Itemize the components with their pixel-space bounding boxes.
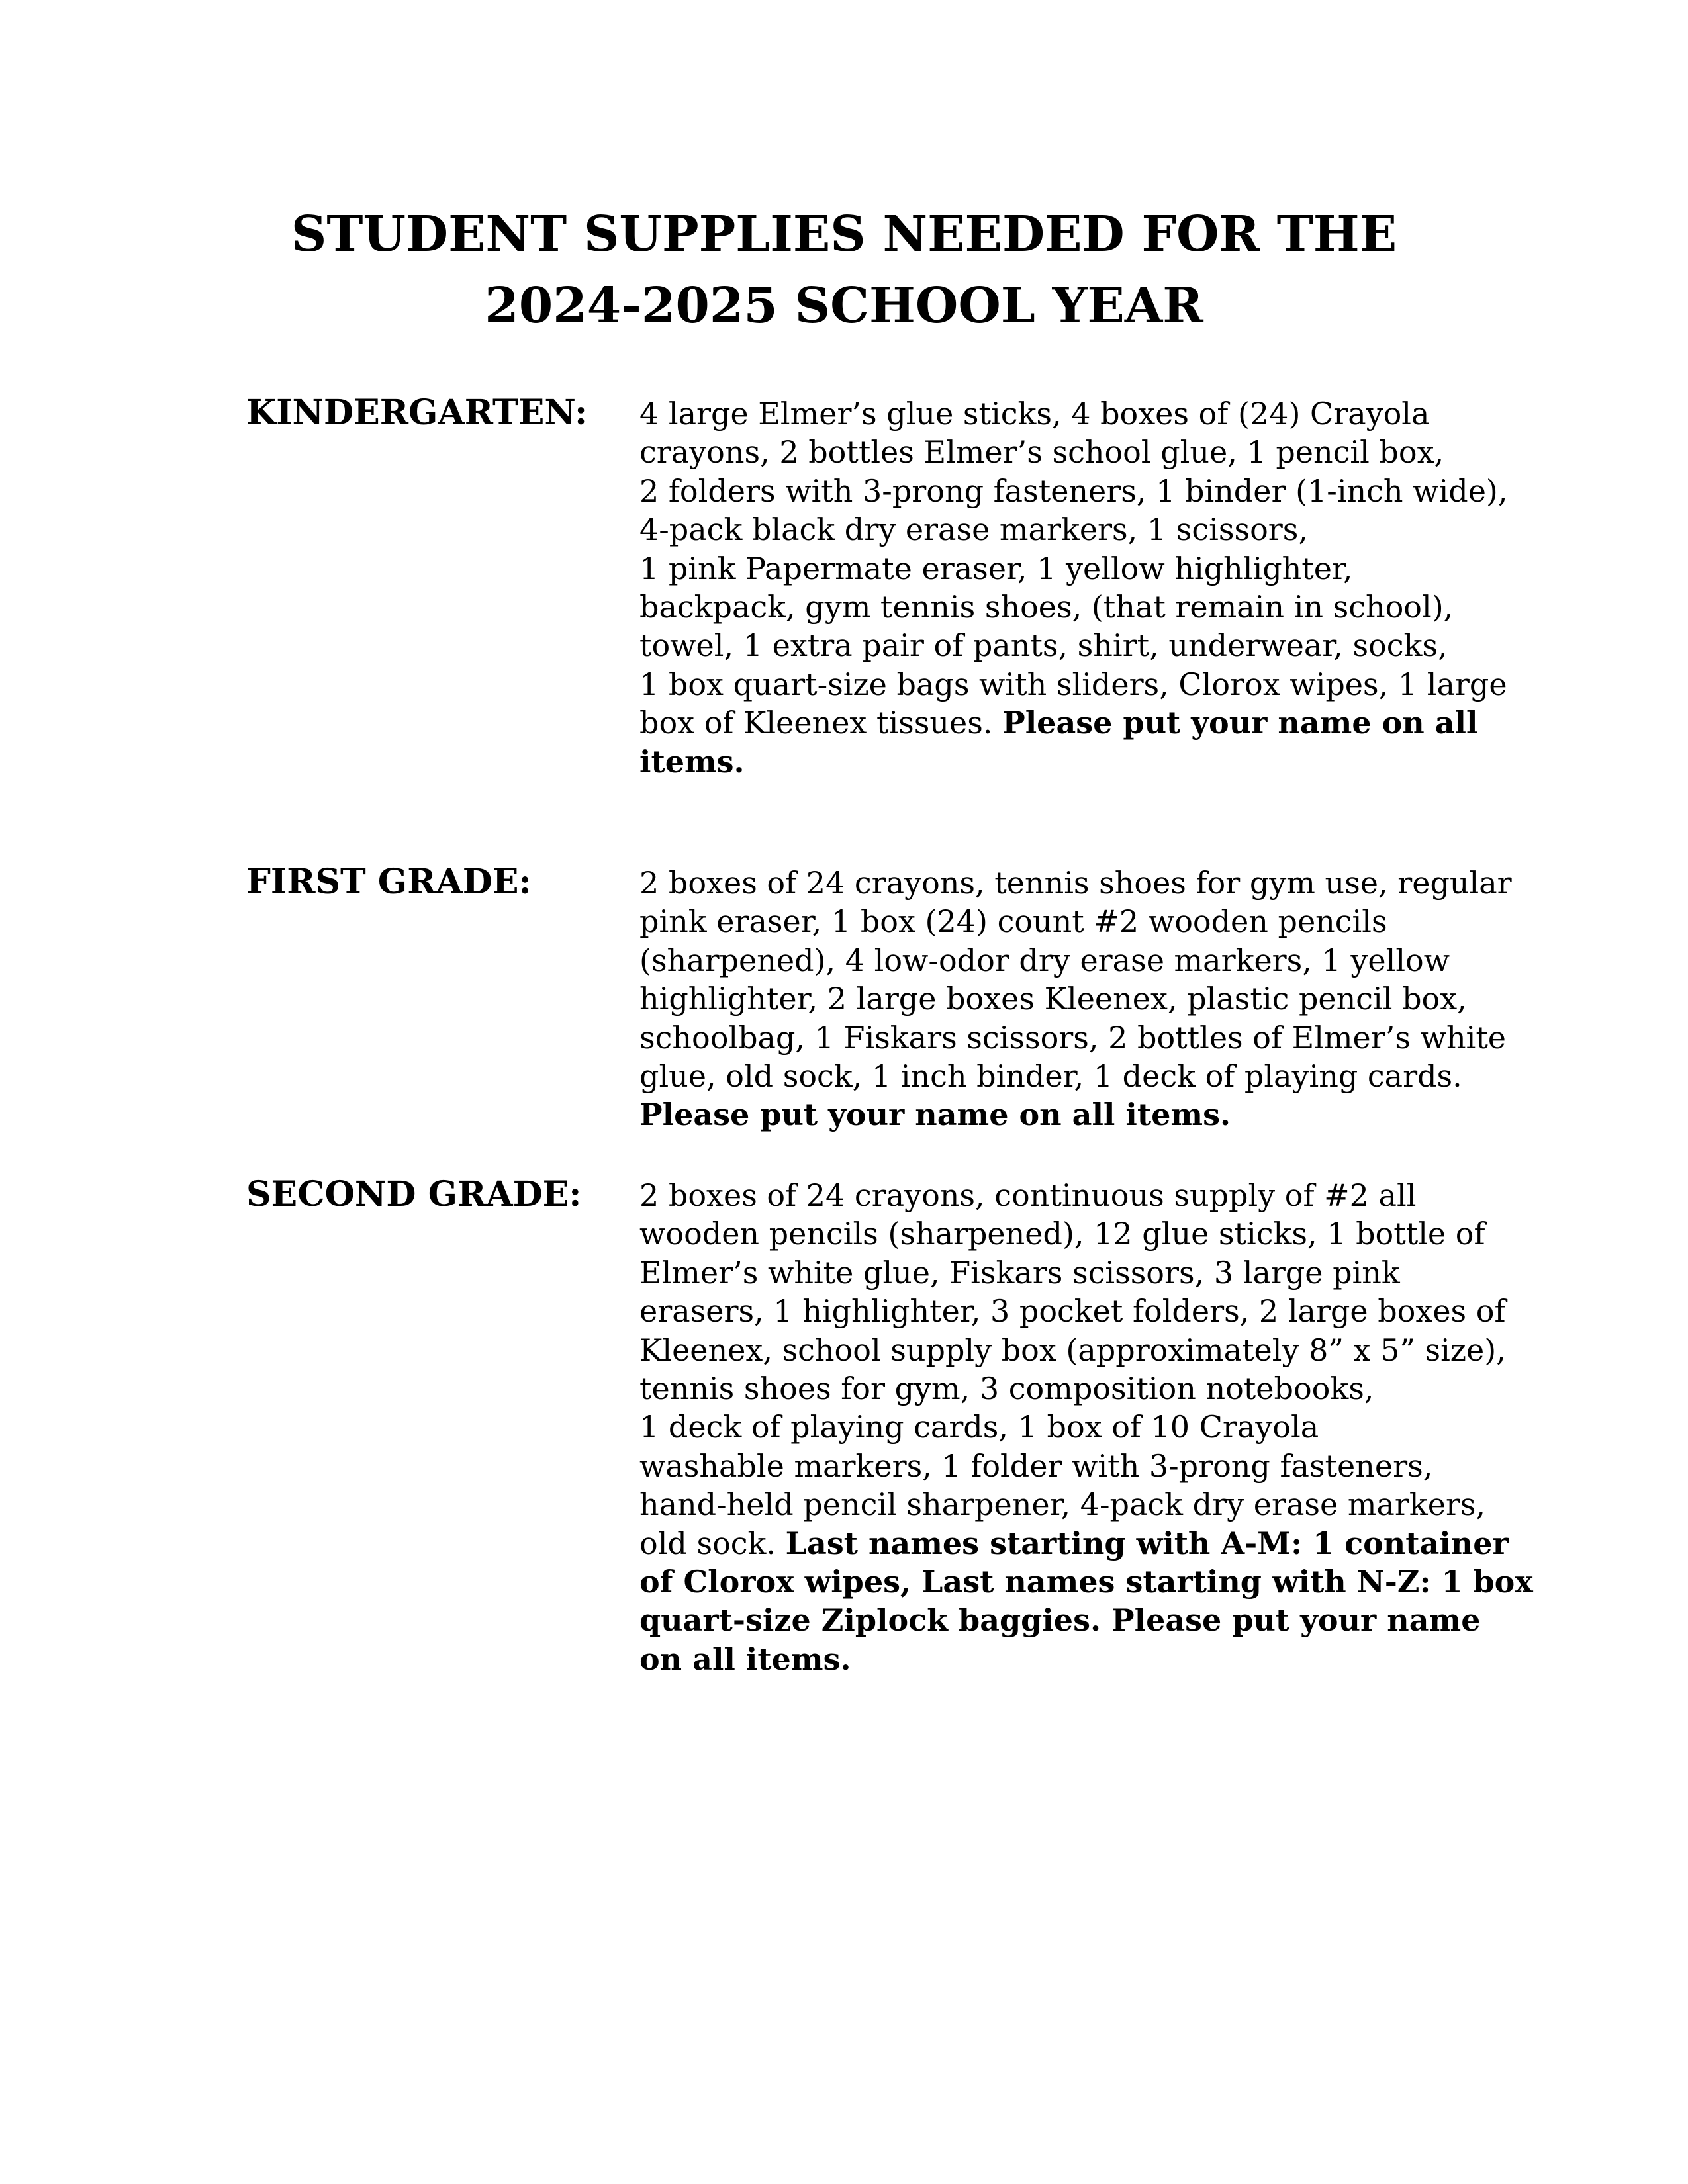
second-grade-line-2: wooden pencils (sharpened), 12 glue sticks, 1 bottle of xyxy=(639,1216,1485,1252)
second-grade-supply-list xyxy=(639,1176,1533,1678)
document-title xyxy=(238,199,1450,341)
first-grade-line-5: schoolbag, 1 Fiskars scissors, 2 bottles of Elmer’s white xyxy=(639,1019,1507,1056)
kindergarten-line-7: towel, 1 extra pair of pants, shirt, underwear, socks, xyxy=(639,627,1448,664)
first-grade-name-note: Please put your name on all items. xyxy=(639,1097,1231,1133)
second-grade-line-4: erasers, 1 highlighter, 3 pocket folders, 2 large boxes of xyxy=(639,1293,1506,1330)
second-grade-line-1: 2 boxes of 24 crayons, continuous supply of #2 all xyxy=(639,1177,1417,1213)
kindergarten-line-1: 4 large Elmer’s glue sticks, 4 boxes of (24) Crayola xyxy=(639,396,1430,432)
kindergarten-line-5: 1 pink Papermate eraser, 1 yellow highlighter, xyxy=(639,550,1353,586)
title-line-1: STUDENT SUPPLIES NEEDED FOR THE xyxy=(291,206,1397,263)
second-grade-line-9: hand-held pencil sharpener, 4-pack dry erase markers, xyxy=(639,1486,1486,1523)
kindergarten-line-9 xyxy=(639,704,1478,742)
second-grade-line-8: washable markers, 1 folder with 3-prong fasteners, xyxy=(639,1447,1433,1484)
kindergarten-name-note-end: items. xyxy=(639,743,745,780)
kindergarten-line-4: 4-pack black dry erase markers, 1 scissors, xyxy=(639,512,1308,548)
kindergarten-label: KINDERGARTEN: xyxy=(246,392,588,433)
kindergarten-line-8: 1 box quart-size bags with sliders, Clorox wipes, 1 large xyxy=(639,666,1507,702)
first-grade-line-6: glue, old sock, 1 inch binder, 1 deck of playing cards. xyxy=(639,1058,1462,1095)
kindergarten-line-3: 2 folders with 3-prong fasteners, 1 binder (1-inch wide), xyxy=(639,473,1508,509)
second-grade-line-5: Kleenex, school supply box (approximately 8” x 5” size), xyxy=(639,1332,1506,1368)
title-line-2: 2024-2025 SCHOOL YEAR xyxy=(485,277,1203,334)
first-grade-line-3: (sharpened), 4 low-odor dry erase markers, 1 yellow xyxy=(639,942,1450,978)
second-grade-label: SECOND GRADE: xyxy=(246,1174,582,1214)
second-grade-name-note: quart-size Ziplock baggies. Please put your name xyxy=(639,1602,1481,1639)
kindergarten-supply-list xyxy=(639,394,1508,781)
kindergarten-line-6: backpack, gym tennis shoes, (that remain in school), xyxy=(639,589,1454,625)
first-grade-line-4: highlighter, 2 large boxes Kleenex, plastic pencil box, xyxy=(639,981,1467,1017)
second-grade-am-note: Last names starting with A-M: 1 container xyxy=(785,1525,1509,1561)
first-grade-label: FIRST GRADE: xyxy=(246,862,532,902)
second-grade-line-10 xyxy=(639,1524,1509,1563)
first-grade-line-1: 2 boxes of 24 crayons, tennis shoes for gym use, regular xyxy=(639,865,1512,901)
second-grade-nz-note: of Clorox wipes, Last names starting with N-Z: 1 box xyxy=(639,1564,1533,1600)
second-grade-line-7: 1 deck of playing cards, 1 box of 10 Crayola xyxy=(639,1409,1319,1445)
second-grade-line-10-text: old sock. xyxy=(639,1525,776,1561)
kindergarten-line-2: crayons, 2 bottles Elmer’s school glue, 1 pencil box, xyxy=(639,434,1444,471)
kindergarten-name-note: Please put your name on all xyxy=(1002,705,1478,741)
first-grade-supply-list xyxy=(639,864,1512,1134)
second-grade-line-6: tennis shoes for gym, 3 composition notebooks, xyxy=(639,1371,1374,1407)
second-grade-name-note-end: on all items. xyxy=(639,1641,851,1677)
kindergarten-line-9-text: box of Kleenex tissues. xyxy=(639,705,993,741)
first-grade-line-2: pink eraser, 1 box (24) count #2 wooden pencils xyxy=(639,903,1387,940)
second-grade-line-3: Elmer’s white glue, Fiskars scissors, 3 large pink xyxy=(639,1254,1400,1291)
